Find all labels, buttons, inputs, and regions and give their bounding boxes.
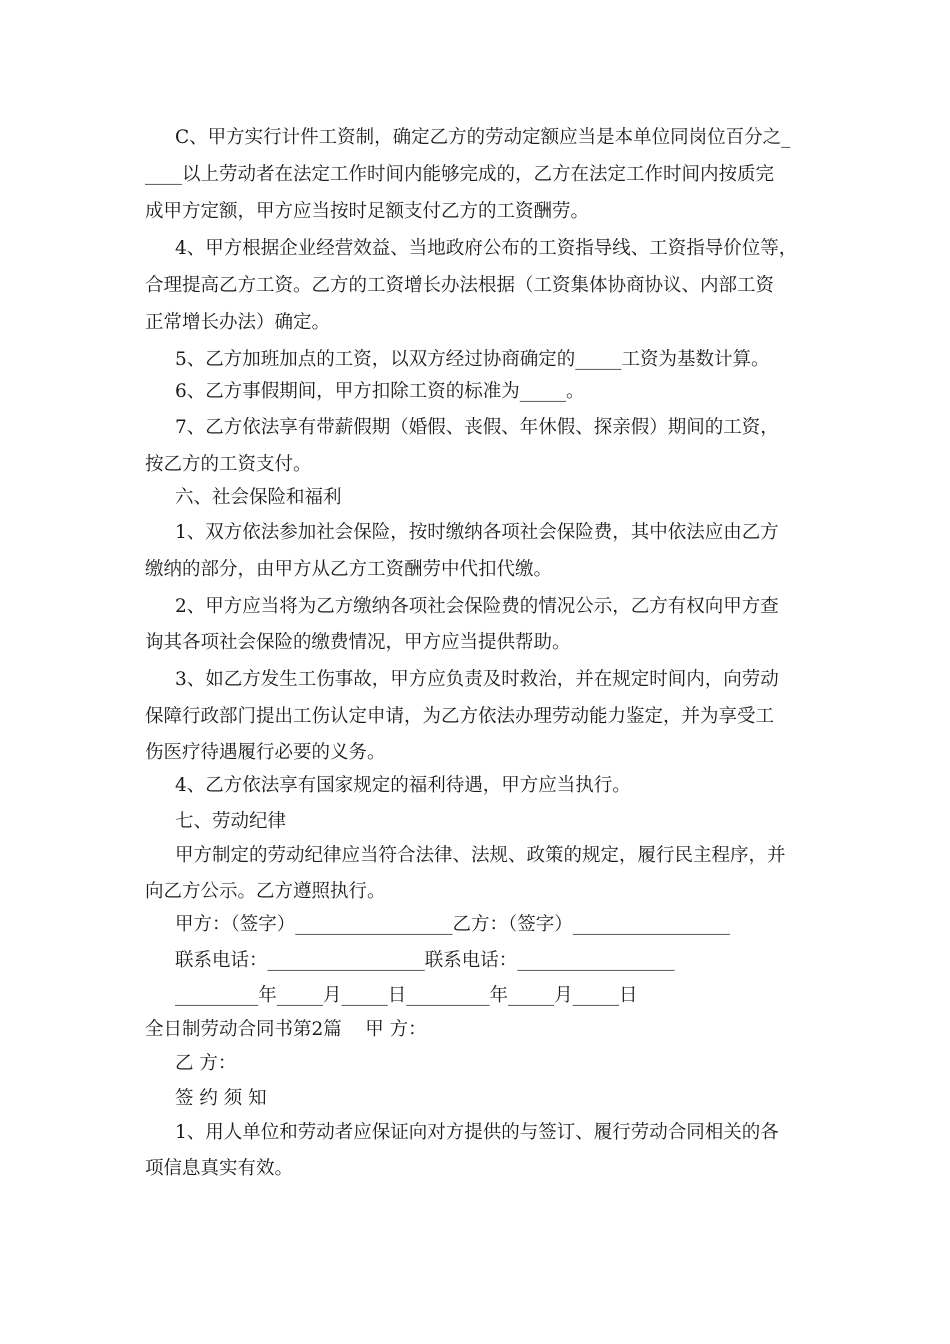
insurance-4: 4、乙方依法享有国家规定的福利待遇，甲方应当执行。 — [175, 775, 631, 796]
section-heading-labor-discipline: 七、劳动纪律 — [175, 811, 287, 832]
insurance-3-line-3: 伤医疗待遇履行必要的义务。 — [145, 742, 386, 763]
signature-line: 甲方：（签字）_________________乙方：（签字）_________________ — [175, 914, 731, 935]
insurance-2-line-1: 2、甲方应当将为乙方缴纳各项社会保险费的情况公示，乙方有权向甲方查 — [175, 596, 779, 617]
insurance-1-line-1: 1、双方依法参加社会保险，按时缴纳各项社会保险费，其中依法应由乙方 — [175, 522, 779, 543]
paragraph-4-line-3: 正常增长办法）确定。 — [145, 312, 331, 333]
date-line: _________年_____月_____日_________年_____月_____日 — [175, 985, 638, 1006]
paragraph-7-line-2: 按乙方的工资支付。 — [145, 454, 312, 475]
paragraph-6: 6、乙方事假期间，甲方扣除工资的标准为_____。 — [175, 381, 585, 402]
notice-1-line-1: 1、用人单位和劳动者应保证向对方提供的与签订、履行劳动合同相关的各 — [175, 1122, 779, 1143]
paragraph-4-line-1: 4、甲方根据企业经营效益、当地政府公布的工资指导线、工资指导价位等， — [175, 238, 798, 259]
contract-part-2-title: 全日制劳动合同书第2篇 甲 方： — [145, 1019, 427, 1040]
section-heading-social-insurance: 六、社会保险和福利 — [175, 487, 342, 508]
discipline-line-2: 向乙方公示。乙方遵照执行。 — [145, 881, 386, 902]
paragraph-4-line-2: 合理提高乙方工资。乙方的工资增长办法根据（工资集体协商协议、内部工资 — [145, 275, 775, 296]
paragraph-5: 5、乙方加班加点的工资，以双方经过协商确定的_____工资为基数计算。 — [175, 349, 770, 370]
paragraph-c-line-1: C、甲方实行计件工资制，确定乙方的劳动定额应当是本单位同岗位百分之_ — [175, 127, 791, 148]
party-b-label: 乙 方： — [175, 1053, 237, 1074]
paragraph-c-line-2: ____以上劳动者在法定工作时间内能够完成的，乙方在法定工作时间内按质完 — [145, 164, 775, 185]
insurance-3-line-1: 3、如乙方发生工伤事故，甲方应负责及时救治，并在规定时间内，向劳动 — [175, 669, 779, 690]
paragraph-c-line-3: 成甲方定额，甲方应当按时足额支付乙方的工资酬劳。 — [145, 201, 590, 222]
insurance-2-line-2: 询其各项社会保险的缴费情况，甲方应当提供帮助。 — [145, 632, 571, 653]
phone-line: 联系电话：_________________联系电话：_________________ — [175, 950, 675, 971]
signing-notice-heading: 签 约 须 知 — [175, 1088, 267, 1109]
notice-1-line-2: 项信息真实有效。 — [145, 1158, 294, 1179]
insurance-1-line-2: 缴纳的部分，由甲方从乙方工资酬劳中代扣代缴。 — [145, 559, 553, 580]
paragraph-7-line-1: 7、乙方依法享有带薪假期（婚假、丧假、年休假、探亲假）期间的工资， — [175, 417, 779, 438]
insurance-3-line-2: 保障行政部门提出工伤认定申请，为乙方依法办理劳动能力鉴定，并为享受工 — [145, 706, 775, 727]
discipline-line-1: 甲方制定的劳动纪律应当符合法律、法规、政策的规定，履行民主程序，并 — [175, 845, 786, 866]
